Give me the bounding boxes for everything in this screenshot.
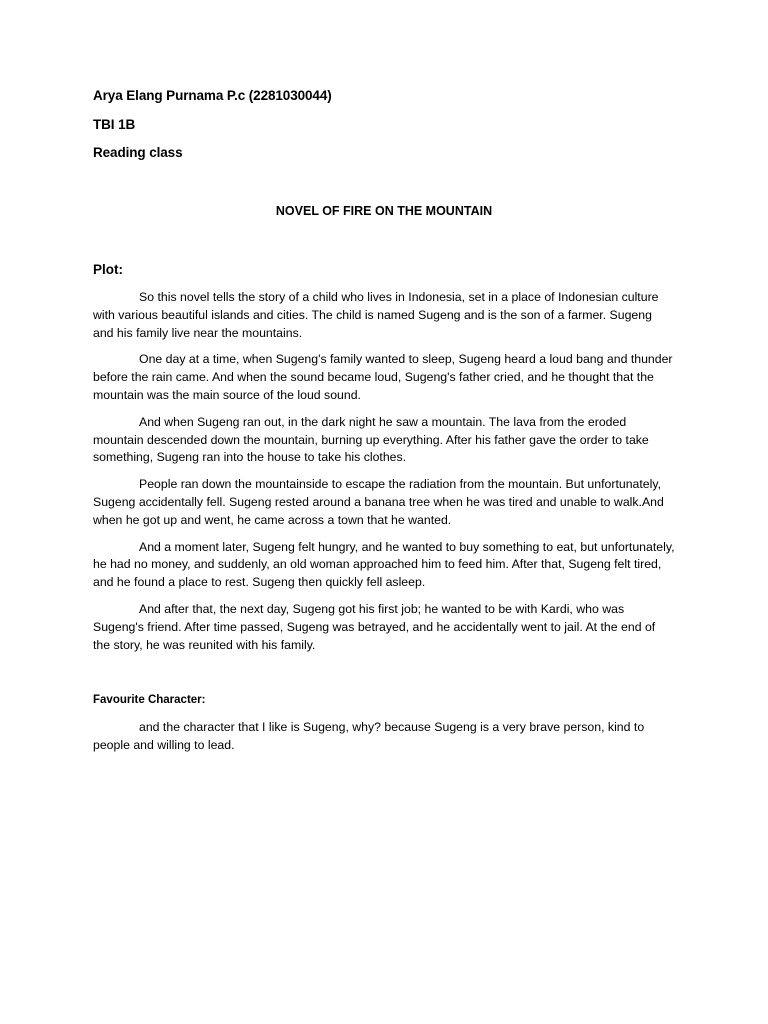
plot-paragraph: So this novel tells the story of a child who lives in Indonesia, set in a place of Indonesian culture with various beautiful islands and cities. The child is named Sugeng and is the son of a farmer. Sugeng and his family live near the mountains. xyxy=(93,290,659,340)
plot-section xyxy=(93,289,675,663)
plot-paragraph: And when Sugeng ran out, in the dark night he saw a mountain. The lava from the eroded mountain descended down the mountain, burning up everything. After his father gave the order to take something, Sugeng ran into the house to take his clothes. xyxy=(93,414,649,465)
favourite-character-section xyxy=(93,719,675,764)
plot-paragraph: People ran down the mountainside to escape the radiation from the mountain. But unfortunately, Sugeng accidentally fell. Sugeng rested around a banana tree when he was tired and unable to walk.And when he got up and went, he came across a town that he wanted. xyxy=(93,477,664,527)
favourite-paragraph: and the character that I like is Sugeng, why? because Sugeng is a very brave person, kind to people and willing to lead. xyxy=(93,720,645,752)
document-title: NOVEL OF FIRE ON THE MOUNTAIN xyxy=(275,204,493,218)
plot-heading: Plot: xyxy=(93,262,123,277)
plot-paragraph: And a moment later, Sugeng felt hungry, and he wanted to buy something to eat, but unfortunately, he had no money, and suddenly, an old woman approached him to feed him. After that, Sugeng felt tired, and he found a place to rest. Sugeng then quickly fell asleep. xyxy=(93,539,675,590)
author-line: Arya Elang Purnama P.c (2281030044) xyxy=(93,88,332,103)
plot-paragraph: One day at a time, when Sugeng's family wanted to sleep, Sugeng heard a loud bang and thunder before the rain came. And when the sound became loud, Sugeng's father cried, and he thought that the mountain was the main source of the loud sound. xyxy=(93,352,673,402)
class-line: TBI 1B xyxy=(93,117,136,132)
favourite-character-heading: Favourite Character: xyxy=(93,694,206,706)
course-line: Reading class xyxy=(93,145,183,160)
plot-paragraph: And after that, the next day, Sugeng got his first job; he wanted to be with Kardi, who was Sugeng's friend. After time passed, Sugeng was betrayed, and he accidentally went to jail. At the end of the story, he was reunited with his family. xyxy=(93,601,656,652)
